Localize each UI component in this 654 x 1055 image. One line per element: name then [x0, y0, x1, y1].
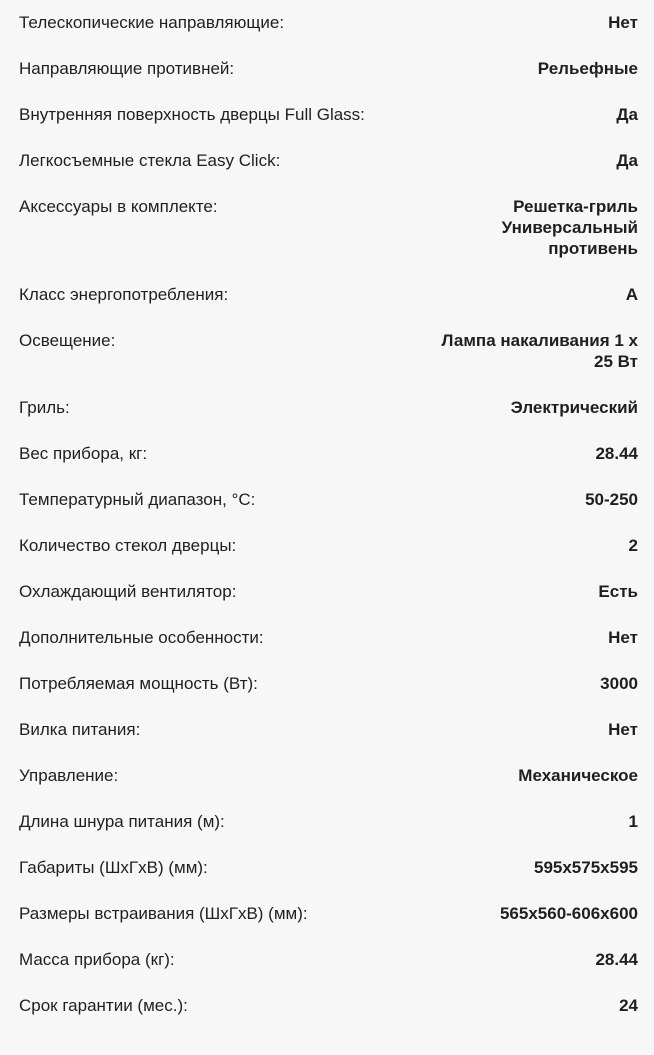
spec-label: Срок гарантии (мес.):	[19, 996, 188, 1015]
spec-label: Дополнительные особенности:	[19, 628, 264, 647]
spec-row	[0, 330, 654, 372]
spec-label: Направляющие противней:	[19, 59, 235, 78]
spec-row	[0, 284, 654, 305]
spec-value: Нет	[608, 720, 638, 739]
spec-value: A	[625, 285, 638, 304]
spec-value: Рельефные	[537, 59, 638, 78]
spec-label: Класс энергопотребления:	[19, 285, 229, 304]
spec-value: Лампа накаливания 1 x 25 Вт	[441, 331, 638, 371]
spec-value: Механическое	[518, 766, 638, 785]
spec-label: Длина шнура питания (м):	[19, 812, 225, 831]
spec-row	[0, 857, 654, 878]
spec-value: Да	[616, 151, 638, 170]
spec-row	[0, 196, 654, 259]
spec-value: 595x575x595	[533, 858, 638, 877]
spec-label: Габариты (ШхГхВ) (мм):	[19, 858, 208, 877]
spec-row	[0, 995, 654, 1016]
spec-value: Электрический	[510, 398, 638, 417]
spec-label: Управление:	[19, 766, 119, 785]
spec-row	[0, 535, 654, 556]
spec-value: Есть	[598, 582, 638, 601]
spec-row	[0, 489, 654, 510]
spec-row	[0, 150, 654, 171]
spec-label: Гриль:	[19, 398, 70, 417]
spec-row	[0, 719, 654, 740]
spec-row	[0, 949, 654, 970]
spec-label: Телескопические направляющие:	[19, 13, 285, 32]
spec-row	[0, 397, 654, 418]
spec-row	[0, 673, 654, 694]
spec-label: Вес прибора, кг:	[19, 444, 148, 463]
spec-row	[0, 12, 654, 33]
spec-label: Охлаждающий вентилятор:	[19, 582, 237, 601]
spec-row	[0, 58, 654, 79]
spec-value: Нет	[608, 13, 638, 32]
spec-label: Потребляемая мощность (Вт):	[19, 674, 258, 693]
spec-value: Да	[616, 105, 638, 124]
spec-label: Вилка питания:	[19, 720, 141, 739]
spec-label: Размеры встраивания (ШхГхВ) (мм):	[19, 904, 308, 923]
spec-row	[0, 811, 654, 832]
spec-row	[0, 765, 654, 786]
spec-label: Аксессуары в комплекте:	[19, 197, 218, 216]
spec-label: Освещение:	[19, 331, 116, 350]
spec-value: Решетка-гриль Универсальный противень	[501, 197, 638, 258]
spec-label: Температурный диапазон, °C:	[19, 490, 256, 509]
spec-value: 28.44	[595, 950, 638, 969]
spec-row	[0, 443, 654, 464]
spec-value: 3000	[600, 674, 638, 693]
spec-label: Количество стекол дверцы:	[19, 536, 237, 555]
spec-row	[0, 581, 654, 602]
spec-label: Внутренняя поверхность дверцы Full Glass:	[19, 105, 365, 124]
spec-value: 2	[628, 536, 638, 555]
spec-value: 24	[619, 996, 638, 1015]
spec-row	[0, 627, 654, 648]
spec-value: 50-250	[585, 490, 638, 509]
spec-value: 28.44	[595, 444, 638, 463]
spec-row	[0, 104, 654, 125]
spec-value: 565x560-606x600	[499, 904, 638, 923]
spec-row	[0, 903, 654, 924]
spec-label: Масса прибора (кг):	[19, 950, 175, 969]
spec-label: Легкосъемные стекла Easy Click:	[19, 151, 281, 170]
spec-value: Нет	[608, 628, 638, 647]
spec-value: 1	[628, 812, 638, 831]
